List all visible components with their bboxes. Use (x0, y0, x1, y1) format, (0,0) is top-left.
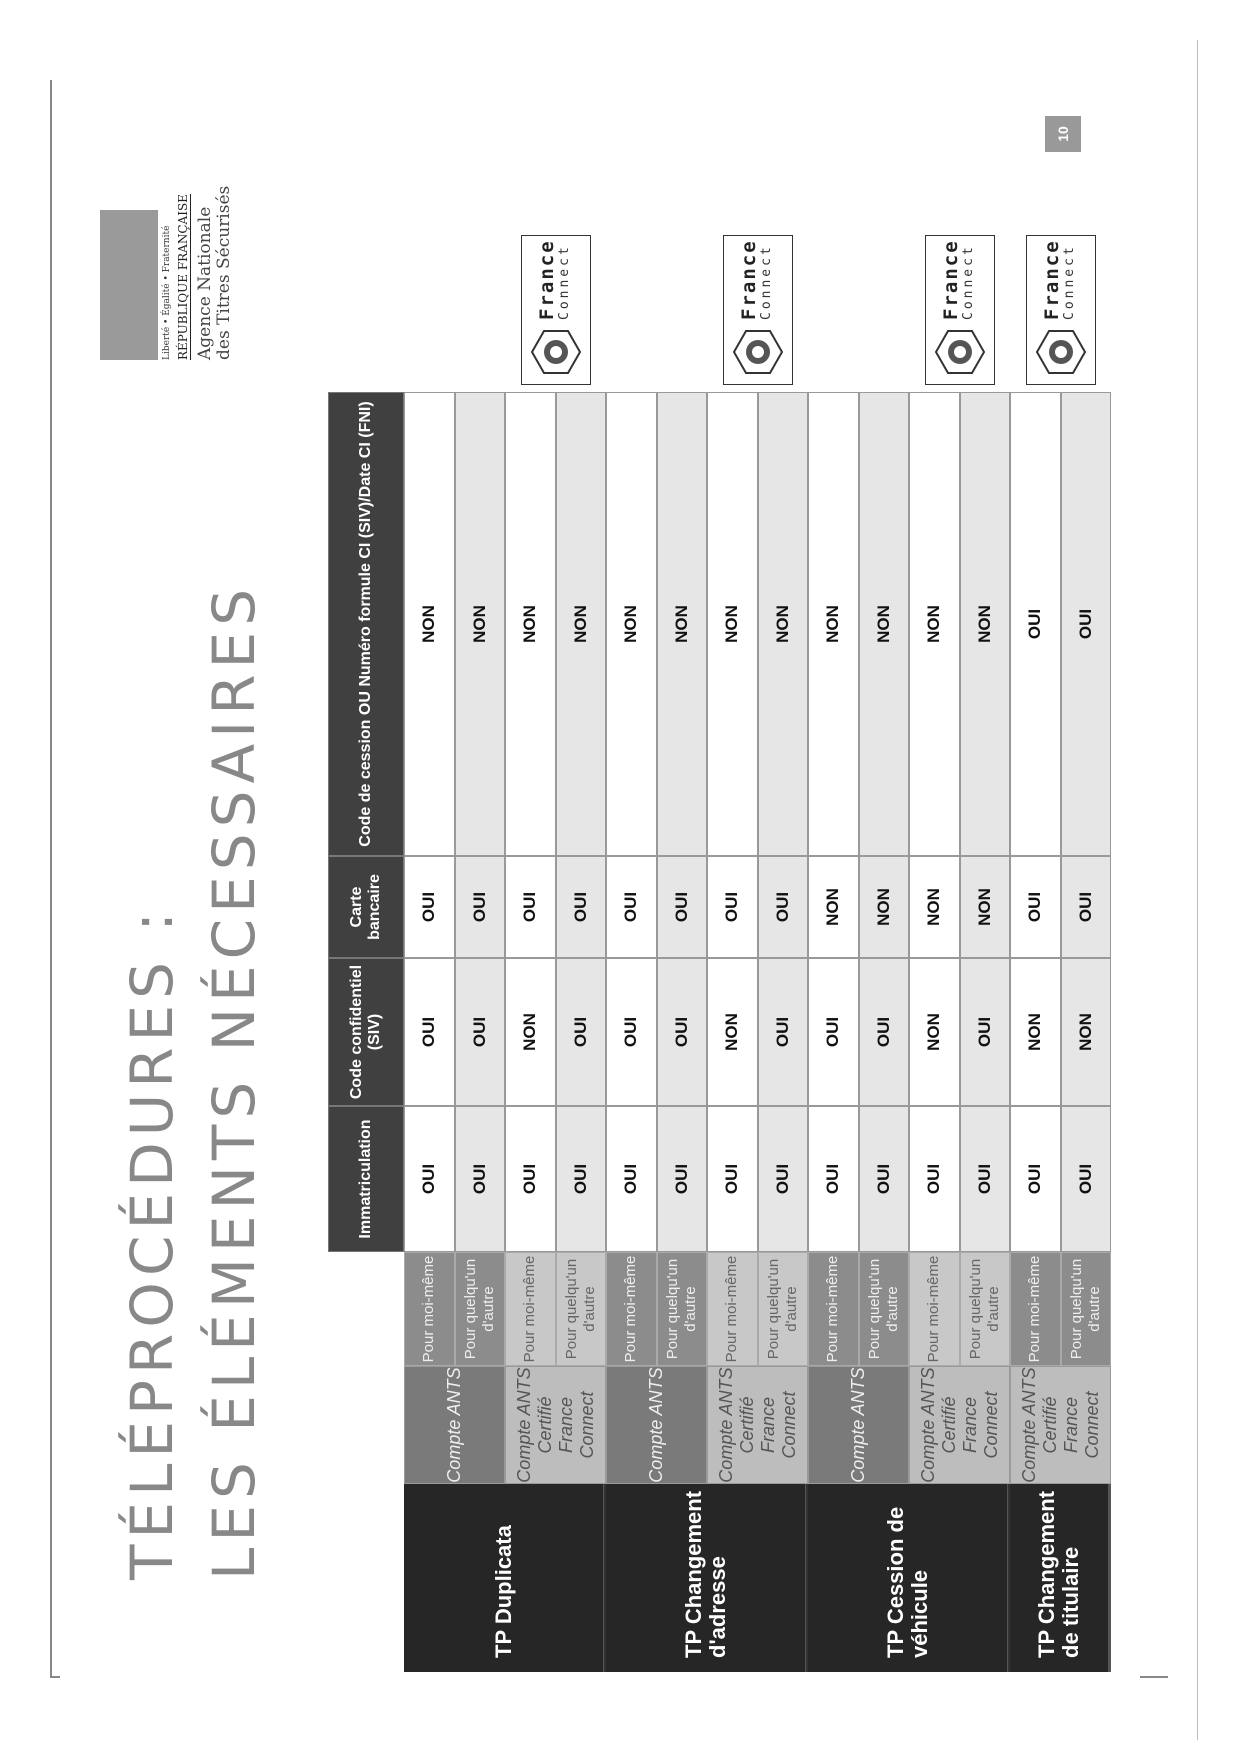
marianne-logo-icon (100, 210, 158, 360)
beneficiary: Pour moi-même (404, 1252, 455, 1366)
procedure-name: TP Changement de titulaire (1010, 1484, 1111, 1672)
logo-agency-line2: des Titres Sécurisés (214, 185, 234, 360)
value-cell: NON (859, 392, 910, 856)
slide-title-line2: LES ÉLÉMENTS NÉCESSAIRES (200, 582, 268, 1580)
value-cell: OUI (556, 1106, 607, 1252)
scan-edge (1197, 40, 1198, 1740)
value-cell: OUI (455, 856, 506, 958)
value-cell: OUI (758, 856, 809, 958)
value-cell: OUI (1061, 1106, 1112, 1252)
value-cell: NON (1010, 958, 1061, 1106)
value-cell: OUI (1061, 392, 1112, 856)
value-cell: NON (657, 392, 708, 856)
ants-logo (100, 120, 260, 360)
france-connect-line2: Connect (556, 244, 572, 320)
value-cell: OUI (455, 958, 506, 1106)
account-type: Compte ANTS (606, 1366, 707, 1484)
value-cell: NON (505, 392, 556, 856)
value-cell: NON (859, 856, 910, 958)
value-cell: NON (707, 958, 758, 1106)
france-connect-icon (1035, 326, 1087, 378)
value-cell: NON (606, 392, 657, 856)
value-cell: OUI (404, 856, 455, 958)
france-connect-line2: Connect (960, 244, 976, 320)
beneficiary: Pour quelqu'un d'autre (556, 1252, 607, 1366)
logo-agency-line1: Agence Nationale (195, 206, 215, 360)
value-cell: OUI (556, 958, 607, 1106)
column-header: Code de cession OU Numéro formule CI (SIV)/Date CI (FNI) (328, 392, 404, 856)
france-connect-line2: Connect (758, 244, 774, 320)
value-cell: OUI (808, 1106, 859, 1252)
account-type: Compte ANTS Certifié France Connect (707, 1366, 808, 1484)
value-cell: OUI (606, 958, 657, 1106)
column-header: Carte bancaire (328, 856, 404, 958)
france-connect-badge (1026, 235, 1096, 385)
value-cell: NON (455, 392, 506, 856)
logo-republic: RÉPUBLIQUE FRANÇAISE (176, 194, 190, 360)
value-cell: OUI (859, 958, 910, 1106)
beneficiary: Pour moi-même (505, 1252, 556, 1366)
value-cell: NON (909, 958, 960, 1106)
beneficiary: Pour moi-même (707, 1252, 758, 1366)
value-cell: OUI (1010, 1106, 1061, 1252)
value-cell: OUI (657, 1106, 708, 1252)
value-cell: OUI (606, 1106, 657, 1252)
value-cell: NON (909, 856, 960, 958)
value-cell: NON (808, 856, 859, 958)
account-type: Compte ANTS Certifié France Connect (505, 1366, 606, 1484)
value-cell: OUI (505, 1106, 556, 1252)
value-cell: OUI (404, 958, 455, 1106)
value-cell: NON (960, 856, 1011, 958)
value-cell: NON (404, 392, 455, 856)
value-cell: OUI (505, 856, 556, 958)
value-cell: OUI (859, 1106, 910, 1252)
value-cell: NON (556, 392, 607, 856)
column-header: Code confidentiel (SIV) (328, 958, 404, 1106)
france-connect-icon (732, 326, 784, 378)
france-connect-line1: France (737, 239, 760, 320)
beneficiary: Pour quelqu'un d'autre (960, 1252, 1011, 1366)
france-connect-line1: France (939, 239, 962, 320)
value-cell: OUI (1010, 856, 1061, 958)
account-type: Compte ANTS Certifié France Connect (909, 1366, 1010, 1484)
beneficiary: Pour moi-même (606, 1252, 657, 1366)
value-cell: OUI (808, 958, 859, 1106)
value-cell: OUI (657, 856, 708, 958)
france-connect-line2: Connect (1061, 244, 1077, 320)
logo-agency (196, 186, 234, 360)
value-cell: NON (1061, 958, 1112, 1106)
beneficiary: Pour moi-même (1010, 1252, 1061, 1366)
value-cell: OUI (960, 958, 1011, 1106)
france-connect-line1: France (535, 239, 558, 320)
account-type: Compte ANTS (404, 1366, 505, 1484)
value-cell: NON (960, 392, 1011, 856)
value-cell: OUI (556, 856, 607, 958)
page-number: 10 (1045, 116, 1081, 152)
column-header: Immatriculation (328, 1106, 404, 1252)
france-connect-icon (934, 326, 986, 378)
procedure-name: TP Cession de véhicule (808, 1484, 1010, 1672)
value-cell: OUI (657, 958, 708, 1106)
value-cell: OUI (960, 1106, 1011, 1252)
account-type: Compte ANTS (808, 1366, 909, 1484)
value-cell: OUI (707, 856, 758, 958)
value-cell: OUI (909, 1106, 960, 1252)
slide (60, 90, 1140, 1690)
value-cell: NON (707, 392, 758, 856)
account-type: Compte ANTS Certifié France Connect (1010, 1366, 1111, 1484)
value-cell: OUI (758, 958, 809, 1106)
value-cell: NON (505, 958, 556, 1106)
beneficiary: Pour moi-même (808, 1252, 859, 1366)
value-cell: NON (909, 392, 960, 856)
beneficiary: Pour quelqu'un d'autre (859, 1252, 910, 1366)
value-cell: NON (758, 392, 809, 856)
france-connect-badge (925, 235, 995, 385)
value-cell: OUI (606, 856, 657, 958)
requirements-table (328, 392, 1130, 1672)
logo-motto: Liberté • Égalité • Fraternité (162, 225, 172, 360)
procedure-name: TP Duplicata (404, 1484, 606, 1672)
france-connect-icon (530, 326, 582, 378)
procedure-name: TP Changement d'adresse (606, 1484, 808, 1672)
value-cell: OUI (707, 1106, 758, 1252)
beneficiary: Pour quelqu'un d'autre (1061, 1252, 1112, 1366)
value-cell: OUI (455, 1106, 506, 1252)
value-cell: OUI (758, 1106, 809, 1252)
value-cell: OUI (404, 1106, 455, 1252)
beneficiary: Pour quelqu'un d'autre (455, 1252, 506, 1366)
slide-title-line1: TÉLÉPROCÉDURES : (118, 906, 186, 1580)
beneficiary: Pour quelqu'un d'autre (758, 1252, 809, 1366)
france-connect-badge (723, 235, 793, 385)
beneficiary: Pour quelqu'un d'autre (657, 1252, 708, 1366)
france-connect-line1: France (1040, 239, 1063, 320)
beneficiary: Pour moi-même (909, 1252, 960, 1366)
value-cell: OUI (1061, 856, 1112, 958)
value-cell: NON (808, 392, 859, 856)
france-connect-badge (521, 235, 591, 385)
value-cell: OUI (1010, 392, 1061, 856)
